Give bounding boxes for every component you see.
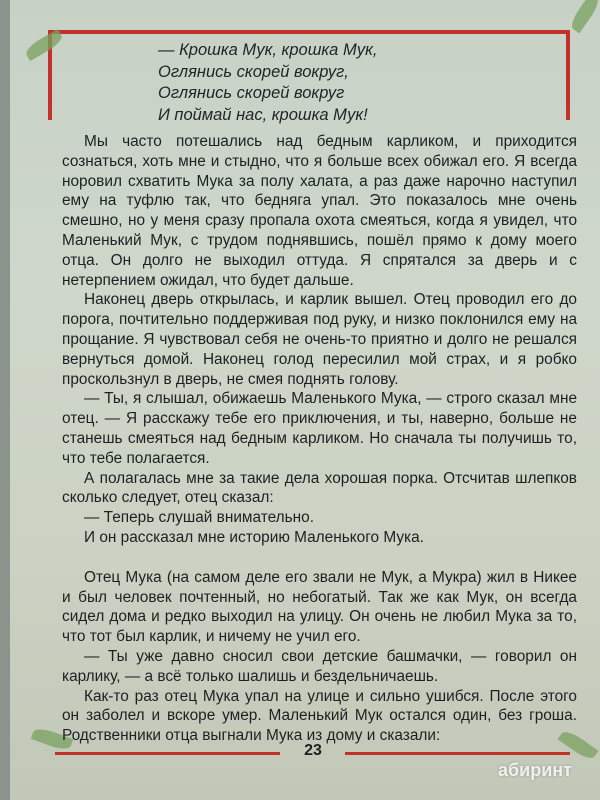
decorative-frame-right	[566, 30, 570, 120]
page-number: 23	[304, 742, 322, 759]
body-text	[62, 132, 577, 746]
footer-rule-right	[345, 752, 570, 755]
decorative-frame-top	[48, 30, 570, 34]
poem-line: — Крошка Мук, крошка Мук,	[158, 41, 378, 59]
poem-stanza	[158, 40, 478, 126]
paragraph: — Теперь слушай внимательно.	[84, 509, 314, 527]
book-page	[10, 0, 600, 800]
paragraph: И он рассказал мне историю Маленького Мука.	[84, 528, 424, 546]
leaf-ornament-icon	[568, 0, 600, 33]
poem-line: Оглянись скорей вокруг	[158, 84, 345, 102]
poem-line: Оглянись скорей вокруг,	[158, 62, 349, 81]
paragraph: Мы часто потешались над бедным карликом, и приходится сознаться, хоть мне и стыдно, что я больше всех обижал его. Я всегда норовил схватить Мука за полу халата, а раз даже нарочно наступил ему на туфлю так, что бедняга упал. Это показалось мне очень смешно, но у меня сразу пропала охота смеяться, когда я увидел, что Маленький Мук, с трудом поднявшись, пошёл прямо к дому моего отца. Он долго не выходил оттуда. Я спрятался за дверь и с нетерпением ожидал, что будет дальше.	[62, 133, 577, 289]
paragraph: Наконец дверь открылась, и карлик вышел. Отец проводил его до порога, почтительно поддерживая под руку, и низко поклонился ему на прощание. Я чувствовал себя не очень-то приятно и долго не решался вернуться домой. Наконец голод пересилил мой страх, и я робко проскользнул в дверь, не смея поднять голову.	[62, 291, 577, 388]
footer-rule-left	[55, 752, 280, 755]
paragraph: — Ты, я слышал, обижаешь Маленького Мука, — строго сказал мне отец. — Я расскажу тебе его приключения, и ты, наверно, больше не станешь смеяться над бедным карликом. Но сначала ты получишь то, что тебе полагается.	[62, 390, 577, 467]
paragraph: — Ты уже давно сносил свои детские башмачки, — говорил он карлику, — а всё только шалишь и бездельничаешь.	[62, 647, 577, 685]
paragraph: А полагалась мне за такие дела хорошая порка. Отсчитав шлепков сколько следует, отец сказал:	[62, 469, 577, 507]
poem-line: И поймай нас, крошка Мук!	[158, 105, 368, 124]
paragraph: Как-то раз отец Мука упал на улице и сильно ушибся. После этого он заболел и вскоре умер. Маленький Мук остался один, без гроша. Родственники отца выгнали Мука из дому и сказали:	[62, 687, 577, 745]
leaf-ornament-icon	[23, 29, 65, 61]
paragraph: Отец Мука (на самом деле его звали не Мук, а Мукра) жил в Никее и был человек почтенный, но небогатый. Так же как Мук, он всегда сидел дома и редко выходил на улицу. Он очень не любил Мука за то, что тот был карлик, и ничему не учил его.	[62, 568, 577, 646]
watermark-logo: абиринт	[498, 760, 572, 780]
